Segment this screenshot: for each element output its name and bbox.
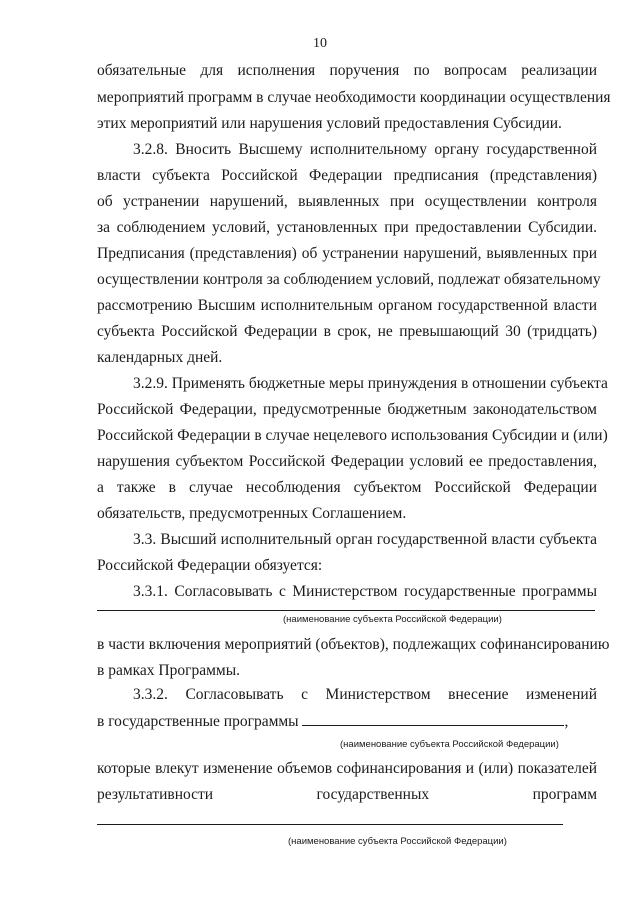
subject-name-blank-1: [97, 610, 595, 611]
text-line-with-blank: [97, 712, 597, 731]
text-line: рассмотрению Высшим исполнительным органом государственной власти: [97, 297, 597, 314]
text-line: мероприятий программ в случае необходимости координации осуществления: [97, 89, 611, 106]
subject-name-caption-1: (наименование субъекта Российской Федерации): [283, 614, 502, 625]
text-line: Российской Федерации обязуется:: [97, 557, 323, 574]
trailing-comma: ,: [564, 713, 569, 730]
text-line: результативности государственных программ: [97, 786, 597, 803]
paragraph-start-3-2-8: 3.2.8. Вносить Высшему исполнительному органу государственной: [133, 141, 597, 158]
text-line: об устранении нарушений, выявленных при осуществлении контроля: [97, 193, 597, 210]
text-line: обязательств, предусмотренных Соглашением.: [97, 505, 407, 522]
text-line: в части включения мероприятий (объектов), подлежащих софинансированию: [97, 636, 610, 653]
text-line: власти субъекта Российской Федерации предписания (представления): [97, 167, 597, 184]
text-line: обязательные для исполнения поручения по вопросам реализации: [97, 62, 597, 79]
text-line: этих мероприятий или нарушения условий предоставления Субсидии.: [97, 115, 562, 132]
text-line: в рамках Программы.: [97, 662, 241, 679]
subject-name-caption-3: (наименование субъекта Российской Федерации): [288, 836, 507, 847]
text-line: нарушения субъектом Российской Федерации условий ее предоставления,: [97, 453, 597, 470]
text-line: за соблюдением условий, установленных при предоставлении Субсидии.: [97, 219, 597, 236]
paragraph-start-3-2-9: 3.2.9. Применять бюджетные меры принуждения в отношении субъекта: [133, 375, 608, 392]
subject-name-blank-2: [302, 712, 564, 726]
text-line: календарных дней.: [97, 349, 223, 366]
subject-name-blank-3: [97, 824, 563, 825]
paragraph-start-3-3: 3.3. Высший исполнительный орган государственной власти субъекта: [133, 531, 597, 548]
text-line: Российской Федерации, предусмотренные бюджетным законодательством: [97, 401, 597, 418]
text-line: осуществлении контроля за соблюдением условий, подлежат обязательному: [97, 271, 601, 288]
paragraph-start-3-3-1: 3.3.1. Согласовывать с Министерством государственные программы: [133, 583, 597, 600]
text-line: субъекта Российской Федерации в срок, не превышающий 30 (тридцать): [97, 323, 597, 340]
text-fragment: в государственные программы: [97, 713, 299, 730]
text-line: а также в случае несоблюдения субъектом Российской Федерации: [97, 479, 597, 496]
paragraph-start-3-3-2: 3.3.2. Согласовывать с Министерством внесение изменений: [133, 686, 597, 703]
page-number: 10: [313, 36, 327, 51]
text-line: Предписания (представления) об устранении нарушений, выявленных при: [97, 245, 597, 262]
text-line: Российской Федерации в случае нецелевого использования Субсидии и (или): [97, 427, 608, 444]
subject-name-caption-2: (наименование субъекта Российской Федерации): [340, 739, 559, 750]
text-line: которые влекут изменение объемов софинансирования и (или) показателей: [97, 760, 597, 777]
